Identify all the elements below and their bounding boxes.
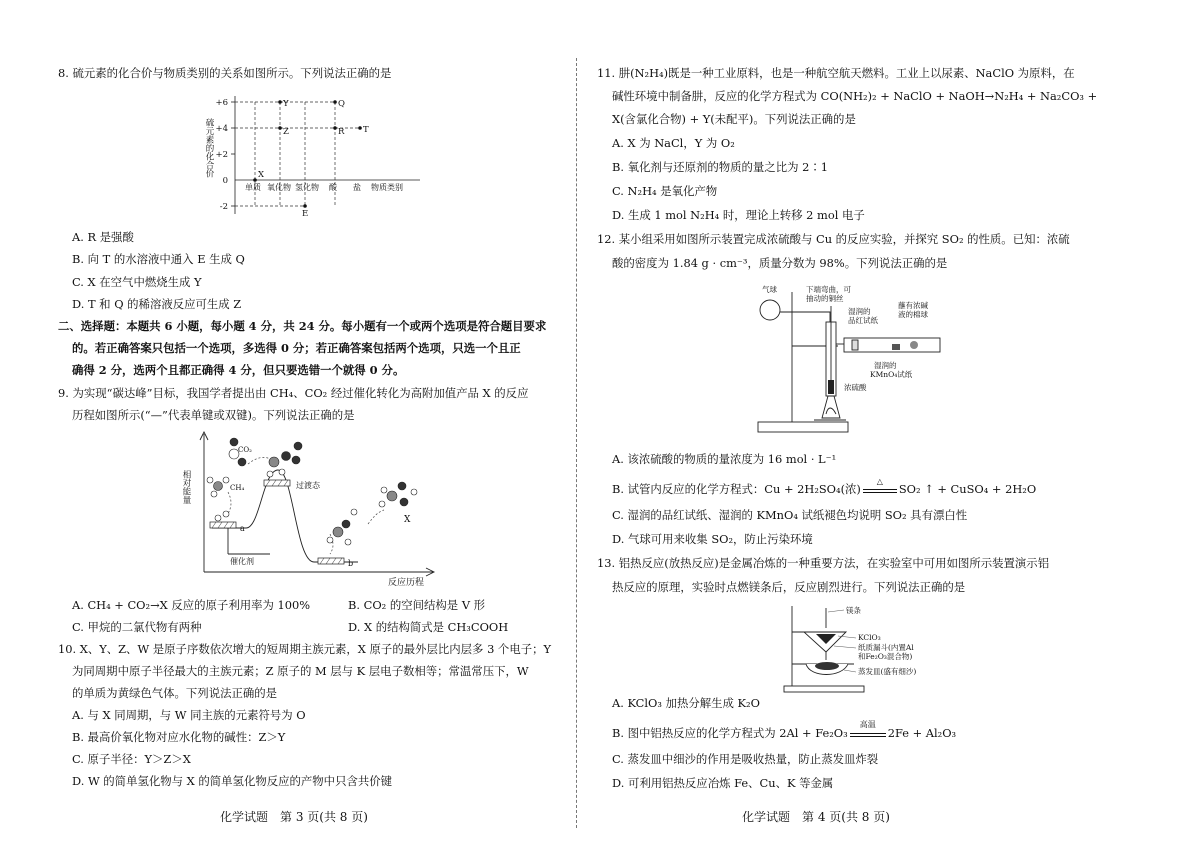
footer-page-4: 化学试题 第 4 页(共 8 页): [742, 810, 890, 824]
q13-option-b-condition: 高温: [859, 720, 876, 729]
q13-fig-funnel: 纸质漏斗(内置Al: [858, 643, 914, 652]
q13-option-b-equals: [850, 733, 886, 734]
q9-option-d: D. X 的结构简式是 CH₃COOH: [348, 620, 509, 634]
q8-ylabel: 硫元素的化合价: [204, 118, 214, 178]
q9-fig-x: X: [404, 515, 411, 525]
q12-option-b-equals: [863, 492, 897, 493]
q12-stem-1: 12. 某小组采用如图所示装置完成浓硫酸与 Cu 的反应实验，并探究 SO₂ 的性质。已知：浓硫: [597, 232, 1070, 246]
q8-xcat: 氢化物: [295, 183, 319, 192]
q8-ytick: +6: [215, 98, 228, 108]
q8-option-c: C. X 在空气中燃烧生成 Y: [72, 275, 202, 289]
q9-stem-1: 9. 为实现“碳达峰”目标，我国学者提出由 CH₄、CO₂ 经过催化转化为高附加值产品 X 的反应: [58, 386, 529, 400]
q12-fig-pinhong: 品红试纸: [848, 316, 878, 325]
q12-option-a: A. 该浓硫酸的物质的量浓度为 16 mol · L⁻¹: [612, 452, 837, 466]
q8-stem: 8. 硫元素的化合价与物质类别的关系如图所示。下列说法正确的是: [58, 66, 392, 80]
q10-stem-3: 的单质为黄绿色气体。下列说法正确的是: [72, 686, 278, 700]
q8-xcat: 盐: [353, 183, 361, 192]
q11-stem-1: 11. 肼(N₂H₄)既是一种工业原料，也是一种航空航天燃料。工业上以尿素、NaClO 为原料，在: [597, 66, 1075, 80]
q12-fig-balloon: 气球: [762, 285, 777, 294]
q11-option-d: D. 生成 1 mol N₂H₄ 时，理论上转移 2 mol 电子: [612, 208, 865, 222]
q9-stem-2: 历程如图所示(“—”代表单键或双键)。下列说法正确的是: [72, 408, 355, 422]
q8-ytick: +2: [215, 150, 228, 160]
q12-option-b-lhs: B. 试管内反应的化学方程式：Cu + 2H₂SO₄(浓): [612, 482, 861, 496]
q12-apparatus: [752, 282, 952, 442]
q10-option-a: A. 与 X 同周期，与 W 同主族的元素符号为 O: [72, 708, 306, 722]
q8-xcat: 氧化物: [267, 183, 291, 192]
q12-fig-wire: 抽动的铜丝: [806, 294, 844, 303]
q10-stem-1: 10. X、Y、Z、W 是原子序数依次增大的短周期主族元素，X 原子的最外层比内层多 3 个电子；Y: [58, 642, 552, 656]
q8-ytick: +4: [215, 124, 228, 134]
q11-option-c: C. N₂H₄ 是氧化产物: [612, 184, 718, 198]
q9-fig-a: a: [240, 524, 245, 533]
q13-option-b-rhs: 2Fe + Al₂O₃: [887, 726, 957, 740]
q12-fig-wire: 下端弯曲，可: [806, 285, 851, 294]
q13-stem-1: 13. 铝热反应(放热反应)是金属冶炼的一种重要方法，在实验室中可用如图所示装置演示铝: [597, 556, 1050, 570]
q9-fig-co2: CO₂: [238, 446, 252, 454]
q13-option-b-arrow: [848, 720, 888, 741]
q8-point-label: X: [258, 170, 265, 180]
q9-fig-xlabel: 反应历程: [388, 578, 425, 588]
q13-fig-funnel: 和Fe₂O₃混合物): [858, 652, 913, 661]
q9-fig-ylabel: 相对能量: [181, 470, 191, 504]
q8-option-a: A. R 是强酸: [72, 230, 134, 244]
q12-fig-kmno4: 湿润的: [874, 361, 897, 370]
q12-option-d: D. 气球可用来收集 SO₂，防止污染环境: [612, 532, 813, 546]
q8-point-label: T: [363, 125, 369, 135]
q8-option-b: B. 向 T 的水溶液中通入 E 生成 Q: [72, 252, 245, 266]
q13-fig-kclo3: KClO₃: [858, 633, 881, 642]
q9-fig-ts: 过渡态: [296, 481, 320, 490]
q12-stem-2: 酸的密度为 1.84 g · cm⁻³，质量分数为 98%。下列说法正确的是: [612, 256, 948, 270]
q9-option-a: A. CH₄ + CO₂→X 反应的原子利用率为 100%: [72, 598, 311, 612]
q13-thermite-apparatus: [782, 602, 952, 694]
q10-option-c: C. 原子半径：Y＞Z＞X: [72, 752, 191, 766]
q11-option-a: A. X 为 NaCl，Y 为 O₂: [612, 136, 735, 150]
q11-stem-3: X(含氯化合物) + Y(未配平)。下列说法正确的是: [612, 112, 856, 126]
q10-stem-2: 为同周期中原子半径最大的主族元素；Z 原子的 M 层与 K 层电子数相等；常温常压下，W: [72, 664, 529, 678]
footer-page-3: 化学试题 第 3 页(共 8 页): [220, 810, 368, 824]
q9-option-c: C. 甲烷的二氯代物有两种: [72, 620, 202, 634]
q8-point-r: [333, 126, 337, 130]
q9-option-b: B. CO₂ 的空间结构是 V 形: [348, 598, 486, 612]
q11-stem-2: 碱性环境中制备肼，反应的化学方程式为 CO(NH₂)₂ + NaClO + NaOH→N₂H₄ + Na₂CO₃ +: [612, 89, 1098, 103]
q8-valence-chart: [195, 90, 425, 220]
q12-option-b-arrow: [861, 477, 899, 497]
q12-option-b: [612, 477, 1037, 497]
q12-fig-acid: 浓硫酸: [844, 383, 867, 392]
q13-option-b: [612, 720, 957, 741]
q9-fig-ch4: CH₄: [230, 484, 245, 492]
section2-line3: 确得 2 分，选两个且都正确得 4 分，但只要选错一个就得 0 分。: [72, 363, 405, 377]
section2-line2: 的。若正确答案只包括一个选项，多选得 0 分；若正确答案包括两个选项，只选一个且正: [72, 341, 521, 355]
q8-xcat: 单质: [245, 183, 261, 192]
q13-option-b-equals: [850, 736, 886, 737]
q11-option-b: B. 氧化剂与还原剂的物质的量之比为 2∶1: [612, 160, 828, 174]
q10-option-b: B. 最高价氧化物对应水化物的碱性：Z＞Y: [72, 730, 286, 744]
q8-point-label: R: [338, 127, 345, 137]
q13-option-c: C. 蒸发皿中细沙的作用是吸收热量，防止蒸发皿炸裂: [612, 752, 879, 766]
q12-option-b-condition: △: [876, 477, 883, 486]
q13-fig-dish: 蒸发皿(盛有细沙): [858, 667, 917, 676]
q12-option-b-equals: [863, 489, 897, 490]
q8-point-t: [358, 126, 362, 130]
q13-stem-2: 热反应的原理，实验时点燃镁条后，反应剧烈进行。下列说法正确的是: [612, 580, 966, 594]
q12-fig-cotton: 液的棉球: [898, 310, 928, 319]
q13-option-d: D. 可利用铝热反应冶炼 Fe、Cu、K 等金属: [612, 776, 834, 790]
q12-option-c: C. 湿润的品红试纸、湿润的 KMnO₄ 试纸褪色均说明 SO₂ 具有漂白性: [612, 508, 968, 522]
section2-line1: 二、选择题：本题共 6 小题，每小题 4 分，共 24 分。每小题有一个或两个选项是符合题目要求: [58, 319, 547, 333]
q9-fig-b: b: [348, 559, 354, 568]
q12-option-b-rhs: SO₂ ↑ + CuSO₄ + 2H₂O: [898, 482, 1037, 496]
q12-fig-pinhong: 湿润的: [848, 307, 871, 316]
q8-point-x: [253, 178, 257, 182]
q8-ytick: -2: [219, 202, 228, 212]
q8-point-label: E: [302, 209, 309, 219]
q8-point-label: Y: [283, 99, 289, 109]
q8-point-y: [278, 100, 282, 104]
q8-option-d: D. T 和 Q 的稀溶液反应可生成 Z: [72, 297, 242, 311]
q10-option-d: D. W 的简单氢化物与 X 的简单氢化物反应的产物中只含共价键: [72, 774, 393, 788]
q8-ytick: 0: [222, 176, 228, 186]
q13-option-a: A. KClO₃ 加热分解生成 K₂O: [612, 696, 760, 710]
q12-fig-kmno4: KMnO₄试纸: [870, 370, 913, 379]
q8-point-e: [303, 204, 307, 208]
q13-option-b-lhs: B. 图中铝热反应的化学方程式为 2Al + Fe₂O₃: [612, 726, 848, 740]
q12-fig-cotton: 蘸有浓碱: [898, 301, 928, 310]
q9-fig-catalyst: 催化剂: [230, 557, 254, 566]
q13-fig-mg: 镁条: [846, 606, 861, 615]
q8-point-label: Z: [283, 127, 289, 137]
q8-xcat: 物质类别: [371, 183, 403, 192]
q9-energy-diagram: [178, 430, 438, 590]
q8-xcat: 酸: [329, 183, 337, 192]
column-divider: [576, 58, 577, 828]
q8-point-label: Q: [338, 99, 345, 109]
q8-point-z: [278, 126, 282, 130]
q8-point-q: [333, 100, 337, 104]
